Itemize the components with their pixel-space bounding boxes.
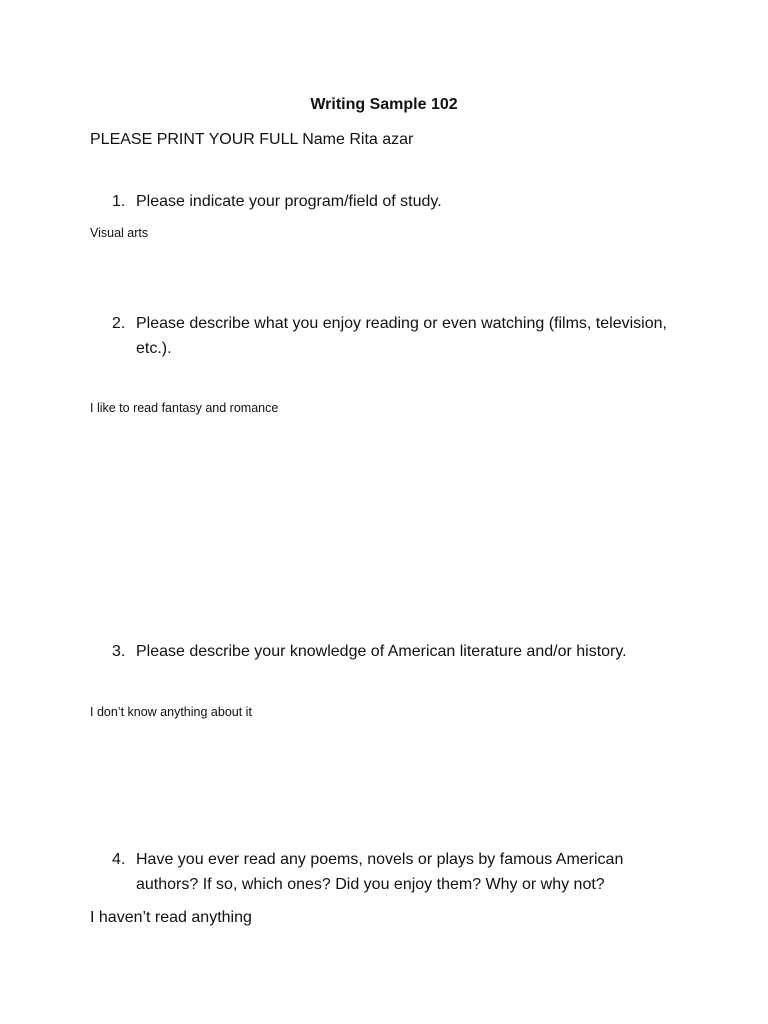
question-2	[112, 311, 682, 361]
question-3-number: 3.	[112, 643, 126, 660]
question-4-number: 4.	[112, 851, 126, 868]
answer-2: I like to read fantasy and romance	[90, 401, 279, 415]
question-2-number: 2.	[112, 315, 126, 332]
question-2-text: Please describe what you enjoy reading or even watching (films, television, etc.).	[136, 315, 667, 357]
question-3	[112, 639, 692, 664]
question-4-text: Have you ever read any poems, novels or plays by famous American authors? If so, which ones? Did you enjoy them? Why or why not?	[136, 851, 624, 893]
question-1	[112, 189, 692, 214]
name-line: PLEASE PRINT YOUR FULL Name Rita azar	[90, 131, 414, 148]
document-title: Writing Sample 102	[310, 96, 458, 113]
question-3-text: Please describe your knowledge of American literature and/or history.	[136, 643, 627, 660]
answer-4: I haven’t read anything	[90, 909, 252, 926]
question-1-text: Please indicate your program/field of study.	[136, 193, 442, 210]
question-1-number: 1.	[112, 193, 126, 210]
answer-3: I don’t know anything about it	[90, 705, 252, 719]
answer-1: Visual arts	[90, 226, 149, 240]
question-4	[112, 847, 632, 897]
